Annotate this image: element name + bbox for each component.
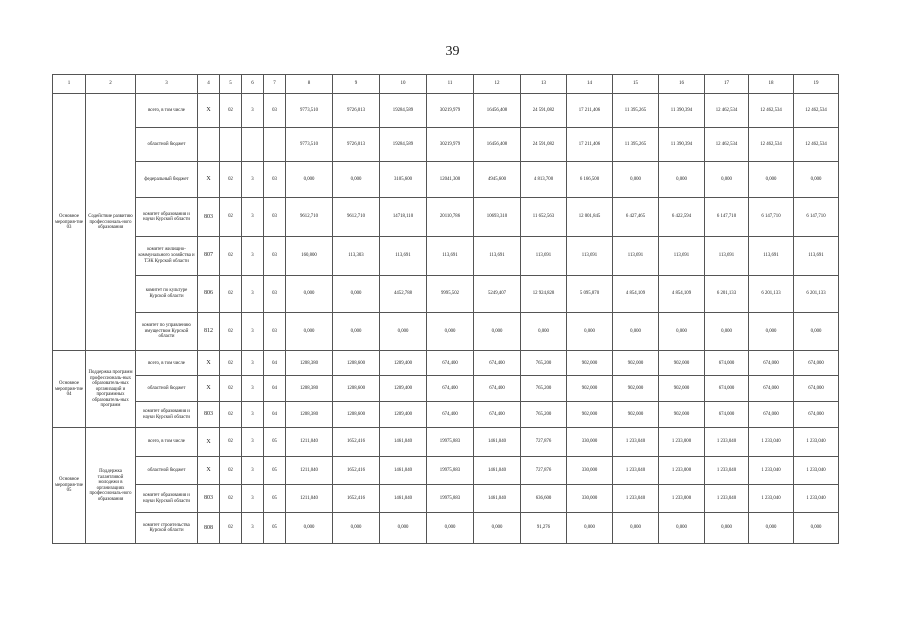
table-row [53, 198, 839, 237]
amount-cell: 4 854,109 [659, 275, 705, 312]
amount-cell: 0,000 [705, 312, 749, 351]
table-row [53, 312, 839, 351]
activity-code-cell: 05 [264, 485, 286, 513]
grbs-code-cell: 812 [198, 312, 220, 351]
amount-cell: 1652,416 [333, 456, 380, 484]
amount-cell: 765,200 [521, 351, 567, 376]
table-row [53, 275, 839, 312]
amount-cell: 1 233,040 [613, 485, 659, 513]
subprogram-code-cell: 3 [242, 485, 264, 513]
amount-cell: 1 233,000 [659, 428, 705, 456]
activity-code-cell: 03 [264, 94, 286, 128]
amount-cell: 9726,013 [333, 128, 380, 162]
amount-cell: 6 166,500 [567, 162, 613, 198]
amount-cell: 6 201,133 [794, 275, 839, 312]
amount-cell: 1 233,040 [749, 428, 794, 456]
amount-cell: 1461,040 [380, 456, 427, 484]
amount-cell: 11 395,265 [613, 128, 659, 162]
amount-cell: 330,000 [567, 485, 613, 513]
activity-code-cell: 05 [264, 513, 286, 544]
grbs-code-cell: 807 [198, 236, 220, 275]
activity-code-cell [264, 128, 286, 162]
funding-source-cell: комитет жилищно-коммунального хозяйства и ТЭК Курской области [136, 236, 198, 275]
program-code-cell: 02 [220, 236, 242, 275]
column-header: 2 [86, 75, 136, 94]
amount-cell: 9995,502 [427, 275, 474, 312]
subprogram-code-cell [242, 128, 264, 162]
amount-cell: 1461,040 [380, 485, 427, 513]
activity-code-cell: 03 [264, 162, 286, 198]
amount-cell: 12 001,845 [567, 198, 613, 237]
amount-cell: 1652,416 [333, 485, 380, 513]
amount-cell: 1 233,040 [749, 485, 794, 513]
amount-cell: 6 201,133 [749, 275, 794, 312]
amount-cell: 0,000 [749, 162, 794, 198]
amount-cell: 19975,883 [427, 428, 474, 456]
amount-cell: 0,000 [613, 312, 659, 351]
grbs-code-cell [198, 128, 220, 162]
amount-cell: 91,276 [521, 513, 567, 544]
amount-cell: 1211,040 [286, 485, 333, 513]
amount-cell: 12 462,534 [705, 128, 749, 162]
subprogram-code-cell: 3 [242, 198, 264, 237]
table-row [53, 236, 839, 275]
amount-cell: 0,000 [567, 312, 613, 351]
table-row [53, 402, 839, 428]
amount-cell: 0,000 [705, 162, 749, 198]
amount-cell: 3105,600 [380, 162, 427, 198]
grbs-code-cell: X [198, 351, 220, 376]
amount-cell: 727,876 [521, 456, 567, 484]
grbs-code-cell: X [198, 162, 220, 198]
amount-cell: 1209,400 [380, 402, 427, 428]
amount-cell: 330,000 [567, 456, 613, 484]
subprogram-code-cell: 3 [242, 275, 264, 312]
amount-cell: 5 095,870 [567, 275, 613, 312]
amount-cell: 674,400 [427, 402, 474, 428]
amount-cell: 4 854,109 [613, 275, 659, 312]
funding-source-cell: областной бюджет [136, 128, 198, 162]
table-row [53, 351, 839, 376]
amount-cell: 1 233,040 [749, 456, 794, 484]
program-code-cell: 02 [220, 275, 242, 312]
table-row [53, 128, 839, 162]
amount-cell: 16456,408 [474, 128, 521, 162]
amount-cell: 9612,710 [286, 198, 333, 237]
amount-cell: 1208,600 [333, 376, 380, 402]
amount-cell: 11 390,394 [659, 94, 705, 128]
amount-cell: 1208,600 [333, 351, 380, 376]
activity-code-cell: 05 [264, 456, 286, 484]
amount-cell: 6 147,710 [794, 198, 839, 237]
grbs-code-cell: 803 [198, 485, 220, 513]
column-header: 9 [333, 75, 380, 94]
activity-name-cell: Основное мероприя-тие 05 [53, 428, 86, 544]
grbs-code-cell: X [198, 376, 220, 402]
grbs-code-cell: 803 [198, 402, 220, 428]
amount-cell: 19975,883 [427, 485, 474, 513]
amount-cell: 19284,589 [380, 94, 427, 128]
amount-cell: 1 233,000 [659, 485, 705, 513]
amount-cell: 674,000 [794, 351, 839, 376]
amount-cell: 1 233,040 [794, 428, 839, 456]
amount-cell: 20110,786 [427, 198, 474, 237]
column-header: 14 [567, 75, 613, 94]
amount-cell: 113,691 [521, 236, 567, 275]
amount-cell: 17 211,406 [567, 128, 613, 162]
amount-cell: 0,000 [659, 513, 705, 544]
amount-cell: 674,000 [749, 402, 794, 428]
funding-source-cell: комитет строительства Курской области [136, 513, 198, 544]
budget-table [52, 74, 839, 544]
amount-cell: 0,000 [333, 312, 380, 351]
amount-cell: 24 591,082 [521, 94, 567, 128]
amount-cell: 1 233,040 [705, 428, 749, 456]
amount-cell: 674,400 [427, 351, 474, 376]
column-number-row [53, 75, 839, 94]
amount-cell: 113,691 [427, 236, 474, 275]
funding-source-cell: областной бюджет [136, 456, 198, 484]
amount-cell: 1 233,040 [794, 485, 839, 513]
column-header: 17 [705, 75, 749, 94]
amount-cell: 1461,040 [474, 456, 521, 484]
column-header: 15 [613, 75, 659, 94]
table-row [53, 162, 839, 198]
amount-cell: 330,000 [567, 428, 613, 456]
amount-cell: 674,400 [427, 376, 474, 402]
amount-cell: 17 211,406 [567, 94, 613, 128]
amount-cell: 0,000 [286, 513, 333, 544]
grbs-code-cell: X [198, 428, 220, 456]
amount-cell: 12 924,828 [521, 275, 567, 312]
amount-cell: 0,000 [333, 162, 380, 198]
program-code-cell: 02 [220, 376, 242, 402]
amount-cell: 0,000 [567, 513, 613, 544]
activity-name-cell: Основное мероприя-тие 03 [53, 94, 86, 351]
amount-cell: 0,000 [705, 513, 749, 544]
amount-cell: 902,000 [659, 402, 705, 428]
amount-cell: 6 422,594 [659, 198, 705, 237]
amount-cell: 902,000 [613, 351, 659, 376]
amount-cell: 12 462,534 [749, 94, 794, 128]
amount-cell: 0,000 [427, 312, 474, 351]
page-number: 39 [445, 44, 460, 59]
amount-cell: 902,000 [613, 402, 659, 428]
funding-source-cell: всего, в том числе [136, 428, 198, 456]
program-code-cell: 02 [220, 198, 242, 237]
funding-source-cell: комитет по управлению имуществом Курской области [136, 312, 198, 351]
amount-cell: 4452,788 [380, 275, 427, 312]
program-code-cell: 02 [220, 485, 242, 513]
amount-cell: 1 233,040 [705, 485, 749, 513]
amount-cell: 0,000 [333, 275, 380, 312]
amount-cell: 9726,013 [333, 94, 380, 128]
amount-cell: 902,000 [659, 351, 705, 376]
amount-cell: 12 462,534 [749, 128, 794, 162]
amount-cell: 727,876 [521, 428, 567, 456]
amount-cell: 0,000 [794, 513, 839, 544]
activity-code-cell: 03 [264, 275, 286, 312]
column-header: 10 [380, 75, 427, 94]
amount-cell: 674,400 [474, 351, 521, 376]
amount-cell: 674,400 [474, 402, 521, 428]
subprogram-code-cell: 3 [242, 513, 264, 544]
activity-description-cell: Поддержка талантливой молодежи в организациях профессиональ-ного образования [86, 428, 136, 544]
amount-cell: 0,000 [794, 312, 839, 351]
funding-source-cell: комитет образования и науки Курской области [136, 485, 198, 513]
amount-cell: 11 395,265 [613, 94, 659, 128]
amount-cell: 1461,040 [380, 428, 427, 456]
amount-cell: 0,000 [333, 513, 380, 544]
amount-cell: 674,000 [749, 351, 794, 376]
table-row [53, 94, 839, 128]
amount-cell: 113,691 [613, 236, 659, 275]
amount-cell: 1211,040 [286, 456, 333, 484]
amount-cell: 1208,380 [286, 351, 333, 376]
amount-cell: 1 233,040 [705, 456, 749, 484]
amount-cell: 1 233,040 [613, 428, 659, 456]
amount-cell: 6 427,465 [613, 198, 659, 237]
amount-cell: 14718,110 [380, 198, 427, 237]
amount-cell: 113,691 [659, 236, 705, 275]
amount-cell: 12 462,534 [794, 94, 839, 128]
amount-cell: 902,000 [567, 402, 613, 428]
activity-code-cell: 04 [264, 402, 286, 428]
amount-cell: 12 462,534 [705, 94, 749, 128]
activity-code-cell: 03 [264, 198, 286, 237]
grbs-code-cell: 806 [198, 275, 220, 312]
amount-cell: 765,200 [521, 376, 567, 402]
subprogram-code-cell: 3 [242, 312, 264, 351]
amount-cell: 0,000 [286, 312, 333, 351]
amount-cell: 0,000 [286, 275, 333, 312]
amount-cell: 16456,408 [474, 94, 521, 128]
amount-cell: 902,000 [613, 376, 659, 402]
amount-cell: 0,000 [659, 312, 705, 351]
amount-cell: 0,000 [794, 162, 839, 198]
amount-cell: 113,303 [333, 236, 380, 275]
subprogram-code-cell: 3 [242, 351, 264, 376]
amount-cell: 1461,040 [474, 428, 521, 456]
program-code-cell: 02 [220, 513, 242, 544]
amount-cell: 902,000 [567, 376, 613, 402]
amount-cell: 12041,300 [427, 162, 474, 198]
amount-cell: 0,000 [521, 312, 567, 351]
amount-cell: 19284,589 [380, 128, 427, 162]
column-header: 12 [474, 75, 521, 94]
funding-source-cell: всего, в том числе [136, 94, 198, 128]
amount-cell: 0,000 [427, 513, 474, 544]
amount-cell: 9612,710 [333, 198, 380, 237]
amount-cell: 1652,416 [333, 428, 380, 456]
amount-cell: 674,000 [749, 376, 794, 402]
table-row [53, 376, 839, 402]
activity-description-cell: Содействие развитию профессиональ-ного образования [86, 94, 136, 351]
amount-cell: 10693,310 [474, 198, 521, 237]
subprogram-code-cell: 3 [242, 456, 264, 484]
subprogram-code-cell: 3 [242, 236, 264, 275]
amount-cell: 674,000 [705, 351, 749, 376]
amount-cell: 113,691 [567, 236, 613, 275]
grbs-code-cell: X [198, 456, 220, 484]
amount-cell: 160,800 [286, 236, 333, 275]
amount-cell: 113,691 [749, 236, 794, 275]
program-code-cell: 02 [220, 428, 242, 456]
column-header: 16 [659, 75, 705, 94]
amount-cell: 1211,040 [286, 428, 333, 456]
amount-cell: 674,000 [794, 376, 839, 402]
amount-cell: 1209,400 [380, 376, 427, 402]
amount-cell: 674,000 [705, 376, 749, 402]
column-header: 6 [242, 75, 264, 94]
amount-cell: 113,691 [380, 236, 427, 275]
amount-cell: 1 233,000 [659, 456, 705, 484]
amount-cell: 9773,510 [286, 94, 333, 128]
activity-code-cell: 03 [264, 236, 286, 275]
amount-cell: 12 462,534 [794, 128, 839, 162]
amount-cell: 0,000 [286, 162, 333, 198]
amount-cell: 6 147,710 [705, 198, 749, 237]
funding-source-cell: комитет по культуре Курской области [136, 275, 198, 312]
amount-cell: 4945,600 [474, 162, 521, 198]
table-row [53, 456, 839, 484]
column-header: 4 [198, 75, 220, 94]
column-header: 5 [220, 75, 242, 94]
amount-cell: 0,000 [659, 162, 705, 198]
subprogram-code-cell: 3 [242, 402, 264, 428]
program-code-cell: 02 [220, 312, 242, 351]
amount-cell: 30219,979 [427, 94, 474, 128]
activity-code-cell: 04 [264, 376, 286, 402]
program-code-cell: 02 [220, 351, 242, 376]
amount-cell: 5249,407 [474, 275, 521, 312]
column-header: 11 [427, 75, 474, 94]
amount-cell: 0,000 [613, 162, 659, 198]
amount-cell: 11 390,394 [659, 128, 705, 162]
activity-code-cell: 03 [264, 312, 286, 351]
activity-description-cell: Поддержка программ профессиональ-ных образователь-ных организаций и программных образователь-ных программ [86, 351, 136, 428]
table-row [53, 513, 839, 544]
program-code-cell: 02 [220, 456, 242, 484]
amount-cell: 0,000 [749, 312, 794, 351]
amount-cell: 1208,380 [286, 376, 333, 402]
funding-source-cell: комитет образования и науки Курской области [136, 198, 198, 237]
amount-cell: 1208,380 [286, 402, 333, 428]
funding-source-cell: областной бюджет [136, 376, 198, 402]
amount-cell: 0,000 [380, 312, 427, 351]
subprogram-code-cell: 3 [242, 94, 264, 128]
table-row [53, 485, 839, 513]
amount-cell: 902,000 [567, 351, 613, 376]
amount-cell: 11 652,563 [521, 198, 567, 237]
funding-source-cell: комитет образования и науки Курской области [136, 402, 198, 428]
activity-name-cell: Основное мероприя-тие 04 [53, 351, 86, 428]
program-code-cell: 02 [220, 94, 242, 128]
grbs-code-cell: X [198, 94, 220, 128]
column-header: 3 [136, 75, 198, 94]
amount-cell: 902,000 [659, 376, 705, 402]
amount-cell: 0,000 [380, 513, 427, 544]
amount-cell: 30219,979 [427, 128, 474, 162]
amount-cell: 6 201,133 [705, 275, 749, 312]
program-code-cell: 02 [220, 402, 242, 428]
amount-cell: 9773,510 [286, 128, 333, 162]
amount-cell: 19975,883 [427, 456, 474, 484]
grbs-code-cell: 808 [198, 513, 220, 544]
amount-cell: 1208,600 [333, 402, 380, 428]
amount-cell: 0,000 [749, 513, 794, 544]
subprogram-code-cell: 3 [242, 428, 264, 456]
column-header: 7 [264, 75, 286, 94]
column-header: 1 [53, 75, 86, 94]
column-header: 8 [286, 75, 333, 94]
subprogram-code-cell: 3 [242, 376, 264, 402]
amount-cell: 0,000 [613, 513, 659, 544]
activity-code-cell: 05 [264, 428, 286, 456]
column-header: 19 [794, 75, 839, 94]
amount-cell: 674,000 [705, 402, 749, 428]
table-row [53, 428, 839, 456]
amount-cell: 24 591,082 [521, 128, 567, 162]
amount-cell: 0,000 [474, 513, 521, 544]
column-header: 18 [749, 75, 794, 94]
funding-source-cell: всего, в том числе [136, 351, 198, 376]
activity-code-cell: 04 [264, 351, 286, 376]
amount-cell: 1 233,040 [794, 456, 839, 484]
funding-source-cell: федеральный бюджет [136, 162, 198, 198]
program-code-cell: 02 [220, 162, 242, 198]
amount-cell: 765,200 [521, 402, 567, 428]
amount-cell: 113,691 [705, 236, 749, 275]
amount-cell: 636,600 [521, 485, 567, 513]
amount-cell: 113,691 [794, 236, 839, 275]
column-header: 13 [521, 75, 567, 94]
amount-cell: 1461,040 [474, 485, 521, 513]
amount-cell: 674,400 [474, 376, 521, 402]
amount-cell: 1 233,040 [613, 456, 659, 484]
subprogram-code-cell: 3 [242, 162, 264, 198]
amount-cell: 0,000 [474, 312, 521, 351]
amount-cell: 674,000 [794, 402, 839, 428]
grbs-code-cell: 803 [198, 198, 220, 237]
amount-cell: 6 147,710 [749, 198, 794, 237]
amount-cell: 1209,400 [380, 351, 427, 376]
amount-cell: 4 813,700 [521, 162, 567, 198]
program-code-cell [220, 128, 242, 162]
amount-cell: 113,691 [474, 236, 521, 275]
